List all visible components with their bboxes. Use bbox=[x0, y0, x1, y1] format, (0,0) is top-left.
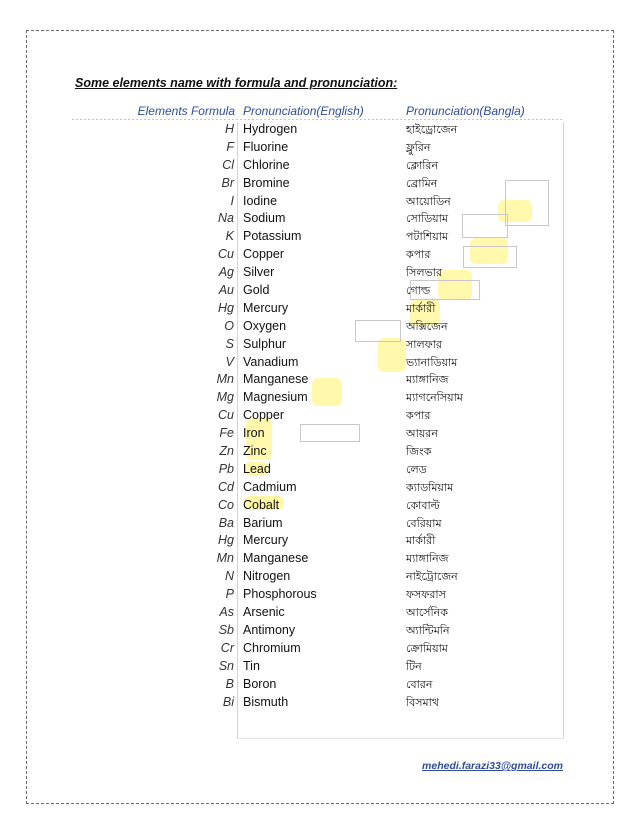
table-row bbox=[0, 497, 638, 515]
element-formula: O bbox=[224, 318, 234, 333]
element-name-english: Gold bbox=[243, 283, 270, 298]
table-row bbox=[0, 694, 638, 712]
element-name-english: Cadmium bbox=[243, 479, 297, 494]
table-row bbox=[0, 354, 638, 372]
table-row bbox=[0, 461, 638, 479]
element-name-bangla: ম্যাগনেসিয়াম bbox=[406, 391, 463, 405]
element-name-bangla: মার্কারী bbox=[406, 301, 436, 315]
column-header-bangla: Pronunciation(Bangla) bbox=[406, 104, 525, 118]
element-name-bangla: হাইড্রোজেন bbox=[406, 123, 458, 136]
element-formula: As bbox=[219, 605, 234, 620]
element-formula: Mn bbox=[216, 372, 234, 387]
element-name-english: Manganese bbox=[243, 372, 309, 387]
element-formula: F bbox=[226, 139, 234, 154]
element-formula: Mg bbox=[216, 390, 234, 405]
table-row bbox=[0, 300, 638, 318]
element-name-bangla: ক্যাডমিয়াম bbox=[406, 480, 454, 494]
element-formula: H bbox=[224, 122, 234, 136]
table-row bbox=[0, 479, 638, 497]
element-name-english: Arsenic bbox=[243, 605, 285, 620]
element-name-english: Fluorine bbox=[243, 139, 289, 154]
footer-email[interactable]: mehedi.farazi33@gmail.com bbox=[422, 760, 563, 772]
element-formula: B bbox=[225, 676, 234, 691]
element-formula: Hg bbox=[218, 300, 234, 315]
table-row bbox=[0, 139, 638, 157]
element-formula: N bbox=[224, 569, 234, 584]
table-row bbox=[0, 604, 638, 622]
element-formula: Fe bbox=[219, 426, 234, 441]
element-name-bangla: কপার bbox=[406, 409, 431, 423]
element-name-bangla: ক্লোরিন bbox=[406, 158, 439, 172]
table-row bbox=[0, 371, 638, 389]
element-formula: I bbox=[230, 193, 234, 208]
element-name-english: Nitrogen bbox=[243, 569, 291, 584]
element-name-bangla: সোডিয়াম bbox=[406, 212, 448, 226]
element-formula: S bbox=[225, 336, 234, 351]
table-row bbox=[0, 515, 638, 533]
element-name-bangla: আয়রন bbox=[406, 427, 438, 441]
element-name-english: Manganese bbox=[243, 551, 309, 566]
element-formula: Ag bbox=[218, 265, 234, 280]
table-row bbox=[0, 228, 638, 246]
element-name-bangla: বেরিয়াম bbox=[406, 516, 442, 530]
element-formula: V bbox=[225, 354, 234, 369]
document-heading: Some elements name with formula and pronunciation: bbox=[75, 76, 398, 90]
element-name-english: Chromium bbox=[243, 640, 301, 655]
table-row bbox=[0, 407, 638, 425]
element-name-bangla: ম্যাঙ্গানিজ bbox=[406, 373, 449, 387]
element-formula: Co bbox=[218, 497, 234, 512]
table-row bbox=[0, 425, 638, 443]
element-name-bangla: জিংক bbox=[406, 445, 432, 459]
table-row bbox=[0, 586, 638, 604]
element-formula: Cu bbox=[218, 408, 234, 423]
element-name-english: Sulphur bbox=[243, 336, 287, 351]
element-name-bangla: ফসফরাস bbox=[406, 588, 446, 602]
table-row bbox=[0, 568, 638, 586]
element-formula: Sb bbox=[218, 622, 234, 637]
table-row bbox=[0, 282, 638, 300]
element-name-english: Bismuth bbox=[243, 694, 289, 709]
element-name-english: Barium bbox=[243, 515, 283, 530]
table-row bbox=[0, 622, 638, 640]
element-name-english: Tin bbox=[243, 658, 260, 673]
element-name-english: Zinc bbox=[243, 444, 267, 459]
element-name-bangla: বোরন bbox=[406, 677, 433, 691]
table-row bbox=[0, 193, 638, 211]
table-row bbox=[0, 550, 638, 568]
table-row bbox=[0, 532, 638, 550]
column-header-english: Pronunciation(English) bbox=[243, 104, 364, 118]
element-name-english: Cobalt bbox=[243, 497, 280, 512]
table-row bbox=[0, 210, 638, 228]
element-name-bangla: কপার bbox=[406, 248, 431, 262]
elements-table bbox=[0, 121, 638, 711]
element-name-bangla: টিন bbox=[406, 659, 422, 673]
element-formula: Ba bbox=[218, 515, 234, 530]
element-name-bangla: অ্যান্টিমনি bbox=[406, 623, 450, 637]
element-name-bangla: ভ্যানাডিয়াম bbox=[406, 355, 458, 369]
element-name-english: Vanadium bbox=[243, 354, 299, 369]
element-formula: Cl bbox=[222, 157, 234, 172]
table-row bbox=[0, 676, 638, 694]
element-name-english: Iodine bbox=[243, 193, 278, 208]
element-formula: K bbox=[225, 229, 234, 244]
element-name-bangla: আয়োডিন bbox=[406, 194, 451, 208]
element-name-bangla: অক্সিজেন bbox=[406, 319, 448, 333]
element-name-english: Bromine bbox=[243, 175, 290, 190]
element-name-english: Mercury bbox=[243, 533, 289, 548]
element-name-english: Phosphorous bbox=[243, 587, 317, 602]
element-formula: Bi bbox=[222, 694, 234, 709]
element-name-bangla: নাইট্রোজেন bbox=[406, 570, 458, 584]
element-formula: Mn bbox=[216, 551, 234, 566]
element-name-bangla: গোল্ড bbox=[406, 284, 431, 298]
element-name-bangla: ম্যাঙ্গানিজ bbox=[406, 552, 449, 566]
element-name-bangla: ক্রোমিয়াম bbox=[406, 641, 448, 655]
element-formula: Sn bbox=[218, 658, 234, 673]
table-bottom-rule bbox=[237, 738, 564, 739]
element-name-english: Copper bbox=[243, 247, 284, 262]
element-name-bangla: কোবাল্ট bbox=[406, 498, 440, 512]
element-name-bangla: মার্কারী bbox=[406, 534, 436, 548]
element-name-english: Magnesium bbox=[243, 390, 308, 405]
element-name-bangla: লেড bbox=[406, 462, 427, 476]
element-formula: P bbox=[225, 587, 234, 602]
element-formula: Pb bbox=[218, 461, 234, 476]
table-row bbox=[0, 157, 638, 175]
table-row bbox=[0, 389, 638, 407]
element-formula: Cd bbox=[218, 479, 234, 494]
element-name-english: Sodium bbox=[243, 211, 286, 226]
element-formula: Hg bbox=[218, 533, 234, 548]
element-name-english: Potassium bbox=[243, 229, 302, 244]
element-name-english: Chlorine bbox=[243, 157, 290, 172]
table-row bbox=[0, 336, 638, 354]
element-name-english: Boron bbox=[243, 676, 277, 691]
element-name-english: Iron bbox=[243, 426, 265, 441]
element-name-bangla: ফ্লুরিন bbox=[406, 140, 431, 154]
element-name-english: Oxygen bbox=[243, 318, 287, 333]
element-name-bangla: ব্রোমিন bbox=[406, 176, 438, 190]
element-name-english: Antimony bbox=[243, 622, 296, 637]
element-formula: Zn bbox=[219, 444, 234, 459]
element-name-bangla: আর্সেনিক bbox=[406, 606, 448, 620]
element-formula: Au bbox=[218, 283, 234, 298]
element-name-english: Hydrogen bbox=[243, 122, 298, 136]
element-name-english: Mercury bbox=[243, 300, 289, 315]
table-row bbox=[0, 175, 638, 193]
column-header-formula: Elements Formula bbox=[137, 104, 235, 118]
table-row bbox=[0, 640, 638, 658]
element-name-english: Copper bbox=[243, 408, 284, 423]
element-formula: Cu bbox=[218, 247, 234, 262]
element-name-bangla: পটাশিয়াম bbox=[406, 230, 449, 244]
element-name-english: Lead bbox=[243, 461, 271, 476]
element-formula: Na bbox=[218, 211, 234, 226]
element-name-english: Silver bbox=[243, 265, 275, 280]
table-row bbox=[0, 658, 638, 676]
element-name-bangla: সালফার bbox=[406, 337, 442, 351]
table-row bbox=[0, 318, 638, 336]
table-row bbox=[0, 121, 638, 139]
element-formula: Br bbox=[221, 175, 234, 190]
element-name-bangla: সিলভার bbox=[406, 266, 443, 280]
table-row bbox=[0, 264, 638, 282]
element-name-bangla: বিসমাথ bbox=[406, 695, 439, 709]
element-formula: Cr bbox=[220, 640, 234, 655]
table-row bbox=[0, 443, 638, 461]
header-rule bbox=[72, 119, 564, 120]
table-row bbox=[0, 246, 638, 264]
